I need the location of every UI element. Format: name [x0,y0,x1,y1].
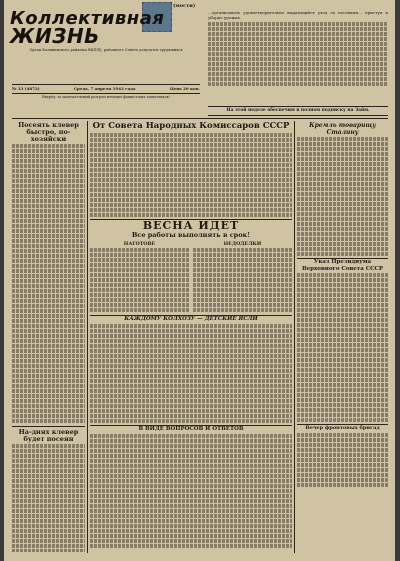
center-column [90,122,292,552]
sub-headline-1: НАГОТОВЕ [123,241,156,247]
newspaper-organ: Орган Калининского райкома ВКП(б), районного Совета депутатов трудящихся [29,48,183,52]
newspaper-title-line2: ЖИЗНЬ [10,24,100,48]
right-headline-2: Указ Президиума Верховного Совета СССР [302,259,383,272]
right-headline-3: Вечер фронтовых бригад [305,425,380,431]
article-nedodelki [193,242,292,313]
newspaper-page [4,0,395,561]
spring-banner: ВЕСНА ИДЕТ [142,219,240,232]
column-rule-1 [87,121,88,553]
newspaper-title-line1: Коллективная [10,8,165,29]
issue-date: Среда, 7 апреля 1943 года [73,86,136,91]
left-column [12,122,85,552]
sub-headline-2: НЕДОДЕЛКИ [223,241,262,247]
newspaper-motto: Вперёд, за окончательный разгром немецко-фашистских захватчиков! [42,95,170,99]
column-rule-2 [294,121,295,553]
right-headline-1: Кремль товарищу Сталину [309,122,376,136]
top-right-article [208,10,388,87]
sub-headline-4: В ВИДЕ ВОПРОСОВ И ОТВЕТОВ [138,426,244,432]
center-headline: От Совета Народных Комиссаров СССР [92,122,290,131]
issue-number: № 33 (4872) [12,86,40,91]
issue-price: Цена 20 коп. [169,86,200,91]
subscription-note: На этой неделе обеспечим в полном подписку на Займ. [208,106,388,116]
spring-banner-sub: Все работы выполнять в срок! [131,231,251,239]
article-nagotove [90,242,189,313]
right-column [297,122,388,552]
left-headline-2: На-днях клевер будет посеян [12,426,85,443]
sub-headline-3: КАЖДОМУ КОЛХОЗУ — ДЕТСКИЕ ЯСЛИ [124,316,258,322]
top-right-text: ...организовать удовлетворительно выдающийся уход за посевами... приступ к уборке урожая. [208,10,388,20]
left-headline-1: Посеять клевер быстро, по-хозяйски [18,122,79,143]
masthead [10,10,200,46]
corner-note: (мости) [173,3,196,9]
issue-info-bar [12,84,200,94]
horizontal-rule [12,118,388,119]
